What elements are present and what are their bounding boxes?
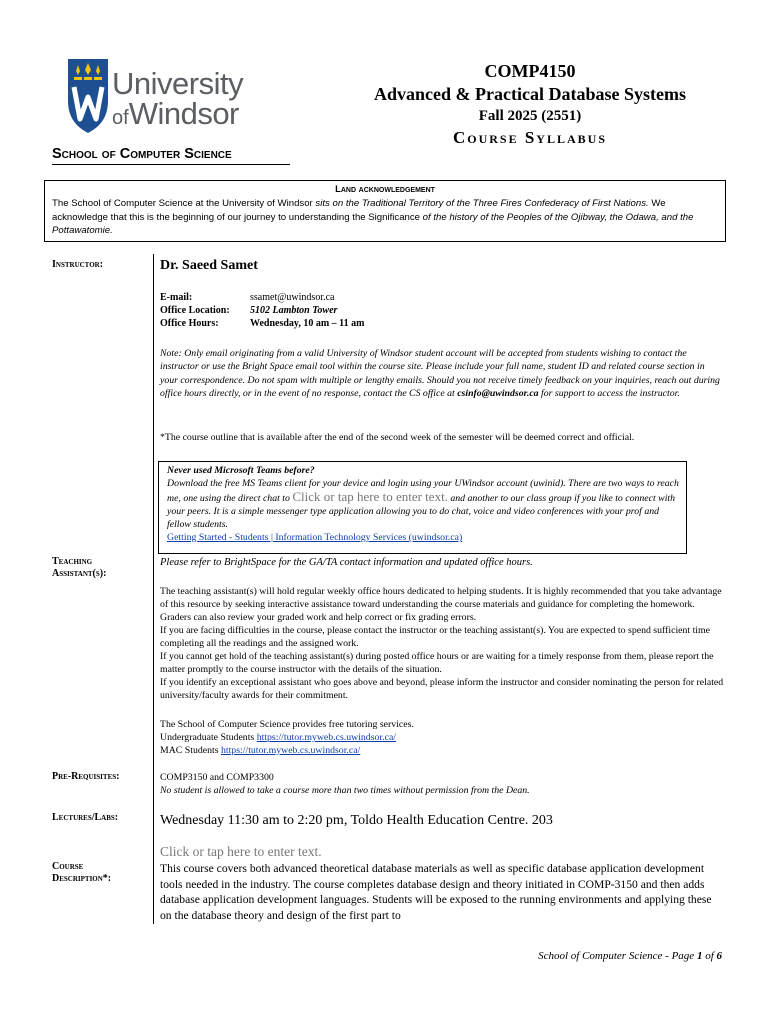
logo-text-of: of (112, 107, 129, 129)
course-title: Advanced & Practical Database Systems (374, 84, 686, 104)
teams-info-box (158, 461, 687, 554)
ta-paragraph-4: If you identify an exceptional assistant who goes above and beyond, please inform the instructor and consider nominating the person for related university/faculty awards for their commitment. (160, 677, 724, 701)
undergrad-tutoring (160, 731, 725, 744)
document-type: Course Syllabus (452, 128, 607, 147)
label-ta-line-2: Assistant(s): (52, 568, 107, 579)
label-course-description (52, 861, 111, 885)
tutoring-text: The School of Computer Science provides free tutoring services. (160, 719, 414, 730)
label-course-line-1: Course (52, 861, 84, 872)
label-ta-line-1: Teaching (52, 556, 93, 567)
teams-text-2: and another to our class group if you like to connect with your peers. It is a simple messenger type application allowing you to do chat, voice and video conferences with your prof and fellow students. (167, 493, 676, 530)
logo-text-university: University (112, 66, 244, 101)
teams-heading: Never used Microsoft Teams before? (167, 465, 315, 476)
column-divider (153, 254, 154, 924)
undergrad-tutor-link[interactable]: https://tutor.myweb.cs.uwindsor.ca/ (256, 732, 397, 743)
land-acknowledgement-box (44, 180, 726, 242)
mac-tutoring (160, 744, 725, 757)
ta-paragraph-1: The teaching assistant(s) will hold regular weekly office hours dedicated to helping students. It is highly recommended that you take advantage of this resource by seeking interactive assistance toward understanding the course materials and guidance for completing the homework. Graders can also review your graded work and help correct or fix grading errors. (160, 586, 722, 623)
land-text-4: of the history of the Peoples of the Ojibway, the Odawa, and the Pottawatomie. (52, 211, 694, 236)
course-description: This course covers both advanced theoretical database materials as well as specific database application development tools needed in the industry. The course completes database design and theory initiated in COMP-3150 and then adds database application development languages. Students will be exposed to the running environments and applying these on the database theory and design of the first part to (160, 862, 712, 922)
ta-paragraph-3: If you cannot get hold of the teaching assistant(s) during posted office hours or are waiting for a timely response from them, please report the matter promptly to the course instructor with the details of the situation. (160, 651, 714, 675)
footer-of: of (702, 950, 717, 962)
teams-getting-started-link[interactable]: Getting Started - Students | Information Technology Services (uwindsor.ca) (167, 532, 463, 543)
footer-text: School of Computer Science - Page (538, 950, 697, 962)
teams-text-1: Download the free MS Teams client for your device and login using your UWindsor account (uwinid). There are two ways to reach me, one using the direct chat to (167, 478, 679, 504)
prerequisites (160, 771, 725, 797)
instructor-email[interactable]: ssamet@uwindsor.ca (250, 292, 335, 303)
logo-text-windsor (112, 98, 239, 136)
land-text-2: sits on the Traditional Territory of the Three Fires Confederacy of First Nations. (315, 198, 649, 209)
title-block (330, 60, 730, 150)
outline-note: *The course outline that is available after the end of the second week of the semester will be deemed correct and official. (160, 432, 635, 443)
instructor-contact (160, 291, 460, 331)
instructor-name: Dr. Saeed Samet (160, 258, 258, 273)
tutoring-info (160, 718, 725, 757)
note-text-2: for support to access the instructor. (538, 387, 680, 399)
land-text-3: We acknowledge that this is the beginning of our journey to understanding the Significance (52, 198, 666, 223)
label-teaching-assistants (52, 556, 106, 580)
description-placeholder-field[interactable]: Click or tap here to enter text. (160, 844, 322, 859)
footer-page-number: 1 (696, 950, 703, 962)
land-acknowledgement-text (52, 197, 720, 238)
ta-details (160, 585, 725, 702)
prerequisite-courses: COMP3150 and COMP3300 (160, 772, 274, 783)
label-course-line-2: Description*: (52, 873, 112, 884)
teams-text (167, 464, 682, 544)
mac-label: MAC Students (160, 745, 221, 756)
ta-refer-note: Please refer to BrightSpace for the GA/TA contact information and updated office hours. (160, 557, 533, 568)
email-label: E-mail: (160, 292, 193, 303)
email-policy-note (160, 347, 720, 400)
label-prerequisites: Pre-Requisites: (52, 771, 120, 782)
prerequisite-note: No student is allowed to take a course more than two times without permission from the Dean. (160, 785, 530, 796)
land-text-1: The School of Computer Science at the University of Windsor (52, 198, 316, 209)
shield-icon (66, 57, 110, 135)
label-instructor: Instructor: (52, 259, 104, 270)
course-code: COMP4150 (484, 61, 576, 81)
mac-tutor-link[interactable]: https://tutor.myweb.cs.uwindsor.ca/ (220, 745, 361, 756)
ta-paragraph-2: If you are facing difficulties in the course, please contact the instructor or the teaching assistant(s). You are expected to spend sufficient time completing all the readings and the assigned work. (160, 625, 710, 649)
logo-text-windsor-word: Windsor (128, 96, 239, 131)
undergrad-label: Undergraduate Students (160, 732, 257, 743)
page-footer (440, 950, 722, 962)
office-hours-label: Office Hours: (160, 318, 219, 329)
note-text-1: Note: Only email originating from a valid University of Windsor student account will be accepted from students wishing to contact the instructor or use the Bright Space email tool within the course site. Please include your full name, student ID and related course section in your correspondence. Do not spam with multiple or lengthy emails. Should you not receive timely feedback on your inquiries, reach out during office hours directly, or in the event of no response, contact the CS office at (160, 348, 720, 399)
land-acknowledgement-heading: Land acknowledgement (335, 184, 435, 195)
teams-placeholder-field[interactable]: Click or tap here to enter text. (292, 489, 448, 504)
lecture-schedule: Wednesday 11:30 am to 2:20 pm, Toldo Health Education Centre. 203 (160, 813, 553, 828)
label-lectures-labs: Lectures/Labs: (52, 812, 119, 823)
office-hours: Wednesday, 10 am – 11 am (250, 318, 365, 329)
cs-office-email[interactable]: csinfo@uwindsor.ca (457, 387, 539, 399)
footer-page-total: 6 (716, 950, 722, 962)
course-term: Fall 2025 (2551) (478, 108, 582, 124)
office-location-label: Office Location: (160, 305, 230, 316)
school-name: School of Computer Science (52, 145, 290, 165)
office-location: 5102 Lambton Tower (250, 305, 338, 316)
